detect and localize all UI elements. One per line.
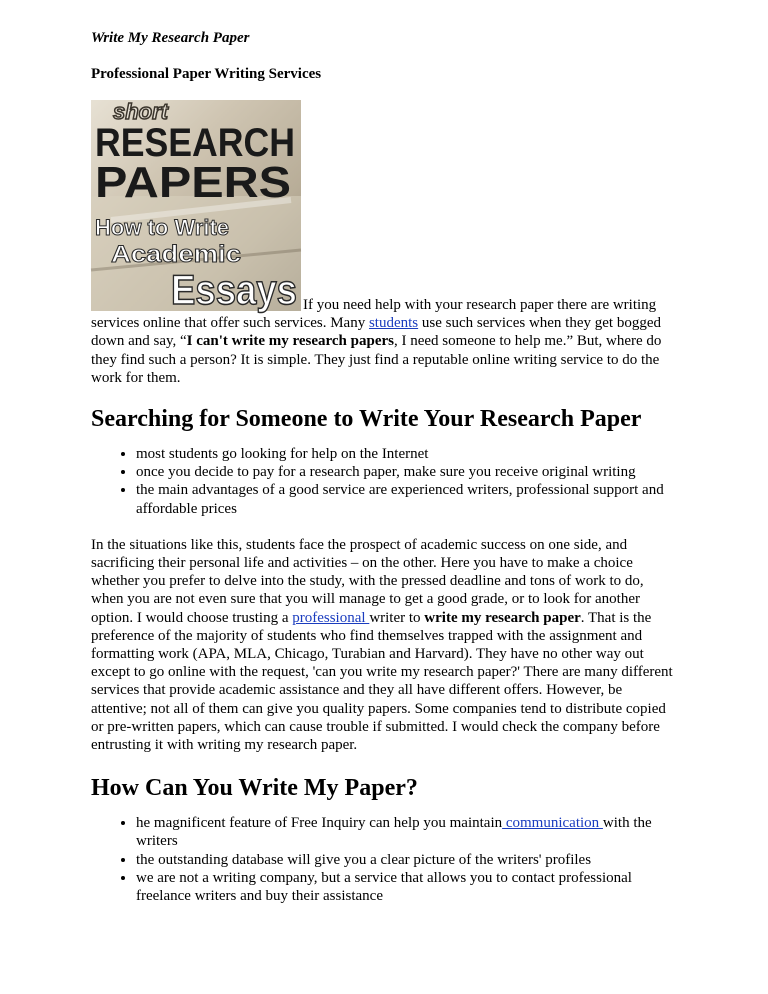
para-text-3: . That is the preference of the majority of students who find themselves trapped with the assignment and formatting work (APA, MLA, Chicago, Turabian and Harvard). They have no other way out except to go online with the request, 'can you write my research paper?' There are many different services that provide academic assistance and they all have different offers. However, be attentive; not all of them can give you quality papers. Some companies tend to distribute copied or pre-written papers, which can cause trouble if submitted. I would check the company before entrusting it with writing my research paper. [91, 609, 673, 754]
document-body [91, 296, 675, 905]
para-text-2: writer to [369, 609, 425, 626]
section1-bullet-list [91, 445, 675, 518]
cover-text-short: short [113, 99, 168, 124]
cover-text-how-to-write: How to Write [95, 215, 229, 240]
book-cover-image [91, 100, 301, 311]
bullet-text: with the writers [136, 815, 652, 850]
communication-link[interactable]: communication [502, 815, 603, 832]
cover-text-essays: Essays [171, 266, 297, 313]
list-item: • the outstanding database will give you a clear picture of the writers' profiles [136, 851, 675, 869]
intro-bold-phrase: I can't write my research papers [186, 333, 394, 350]
para-text-1: In the situations like this, students face the prospect of academic success on one side, and sacrificing their personal life and activities – on the other. Here you have to make a choice whether you prefer to delve into the study, with the pressed deadline and tons of work to do, when you are not even sure that you will manage to get a good grade, or to look for another option. I would choose trusting a [91, 536, 644, 626]
intro-text-1: If you need help with your research paper there are writing services online that offer such services. Many [91, 297, 657, 332]
list-item: • most students go looking for help on the Internet [136, 445, 675, 463]
document-title: Write My Research Paper [91, 30, 250, 46]
list-item: • we are not a writing company, but a service that allows you to contact professional freelance writers and buy their assistance [136, 869, 675, 905]
professional-link[interactable]: professional [292, 609, 370, 626]
section-heading-how-can-you: How Can You Write My Paper? [91, 775, 418, 802]
document-subtitle: Professional Paper Writing Services [91, 66, 322, 82]
intro-text-3: , I need someone to help me.” But, where do they find such a person? It is simple. They just find a reputable online writing service to do the work for them. [91, 333, 662, 386]
cover-text-academic: Academic [111, 241, 241, 268]
para-bold-phrase: write my research paper [424, 609, 581, 626]
section-heading-searching: Searching for Someone to Write Your Research Paper [91, 406, 642, 433]
section2-bullet-list [91, 814, 675, 905]
bullet-text: he magnificent feature of Free Inquiry can help you maintain [136, 815, 503, 832]
cover-text-papers: PAPERS [95, 158, 291, 207]
section1-paragraph [91, 536, 675, 754]
list-item: • once you decide to pay for a research paper, make sure you receive original writing [136, 463, 675, 481]
students-link[interactable]: students [368, 315, 419, 332]
list-item: • the main advantages of a good service are experienced writers, professional support and affordable prices [136, 481, 675, 517]
book-cover-graphic [91, 100, 301, 311]
intro-text-2: use such services when they get bogged down and say, “ [91, 315, 661, 350]
cover-text-research: RESEARCH [95, 121, 295, 165]
intro-paragraph [91, 296, 675, 387]
list-item [136, 814, 675, 850]
